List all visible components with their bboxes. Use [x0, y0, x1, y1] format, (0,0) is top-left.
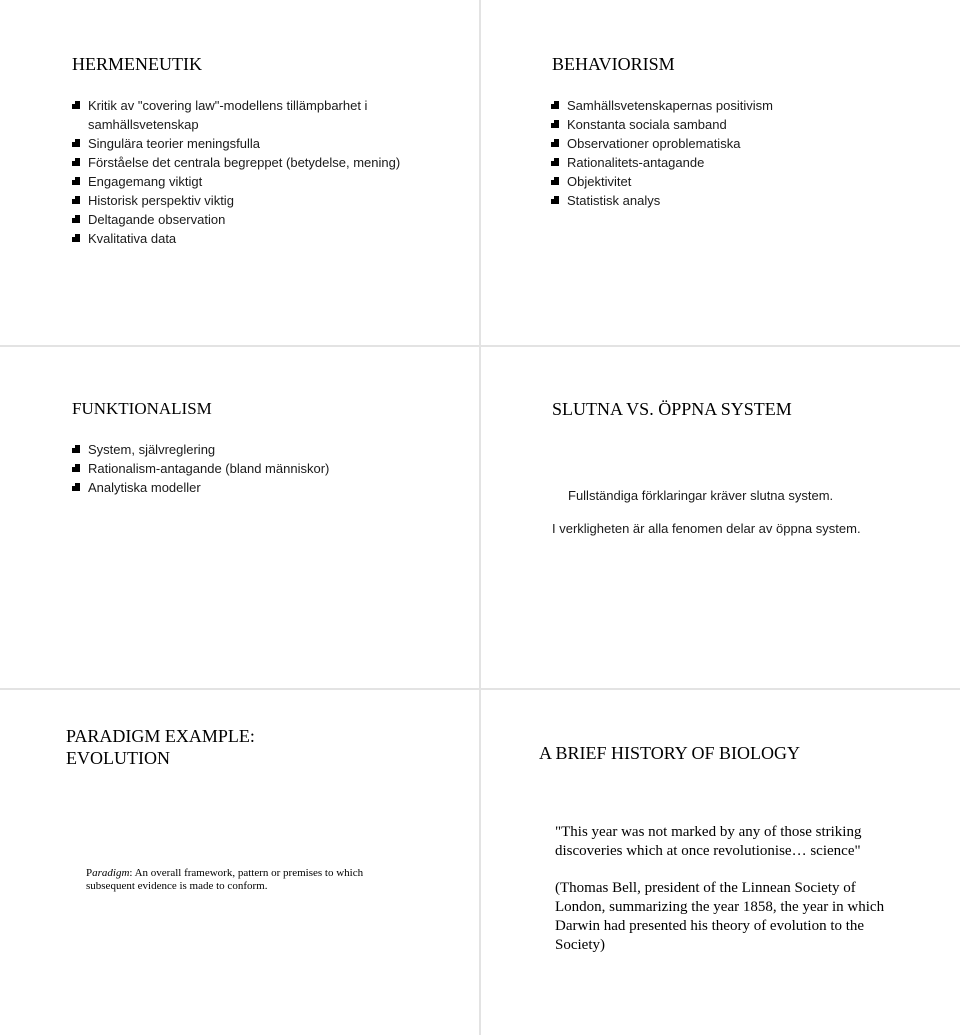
- list-item-text: Historisk perspektiv viktig: [88, 193, 234, 208]
- list-item: [72, 153, 412, 172]
- text-closed-systems: Fullständiga förklaringar kräver slutna system.: [568, 488, 834, 503]
- title-line-1: PARADIGM EXAMPLE:: [66, 726, 255, 746]
- list-item: [72, 191, 412, 210]
- list-item: [72, 172, 412, 191]
- slide-title: FUNKTIONALISM: [72, 399, 212, 418]
- square-bullet-icon: [551, 158, 559, 166]
- list-item-text: Singulära teorier meningsfulla: [88, 136, 260, 151]
- square-bullet-icon: [72, 158, 80, 166]
- definition-term: aradigm: [92, 867, 130, 879]
- square-bullet-icon: [72, 215, 80, 223]
- list-item-text: Objektivitet: [567, 174, 632, 189]
- list-item-text: Analytiska modeller: [88, 480, 201, 495]
- bullet-list: [72, 96, 412, 248]
- list-item-text: Engagemang viktigt: [88, 174, 203, 189]
- slide-title: SLUTNA VS. ÖPPNA SYSTEM: [552, 399, 792, 419]
- quote-text: "This year was not marked by any of those striking discoveries which at once revolutionise… science": [555, 824, 862, 859]
- square-bullet-icon: [72, 234, 80, 242]
- definition-text: : An overall framework, pattern or premises to which subsequent evidence is made to conform.: [86, 867, 364, 892]
- list-item-text: Rationalism-antagande (bland människor): [88, 461, 330, 476]
- list-item: [72, 440, 432, 459]
- list-item-text: Förståelse det centrala begreppet (betydelse, mening): [88, 155, 401, 170]
- list-item-text: System, självreglering: [88, 442, 216, 457]
- square-bullet-icon: [72, 196, 80, 204]
- square-bullet-icon: [551, 139, 559, 147]
- slide-title: A BRIEF HISTORY OF BIOLOGY: [539, 743, 801, 763]
- list-item-text: Konstanta sociala samband: [567, 117, 727, 132]
- square-bullet-icon: [551, 101, 559, 109]
- square-bullet-icon: [551, 196, 559, 204]
- list-item: [72, 96, 412, 134]
- square-bullet-icon: [72, 139, 80, 147]
- bullet-list: [72, 440, 432, 497]
- slide-title: HERMENEUTIK: [72, 54, 202, 74]
- square-bullet-icon: [72, 101, 80, 109]
- slide-paradigm: [0, 690, 479, 1035]
- slide-title: BEHAVIORISM: [552, 54, 675, 74]
- list-item-text: Observationer oproblematiska: [567, 136, 741, 151]
- list-item: [551, 172, 911, 191]
- square-bullet-icon: [551, 120, 559, 128]
- list-item: [551, 191, 911, 210]
- list-item-text: Deltagande observation: [88, 212, 226, 227]
- list-item-text: Kvalitativa data: [88, 231, 177, 246]
- title-line-2: EVOLUTION: [66, 748, 170, 768]
- slide-history-of-biology: [481, 690, 960, 1035]
- list-item: [551, 115, 911, 134]
- list-item: [72, 134, 412, 153]
- list-item: [72, 478, 432, 497]
- list-item: [72, 210, 412, 229]
- definition-prefix: P: [86, 867, 93, 879]
- slide-funktionalism: [0, 347, 479, 688]
- list-item-text: Rationalitets-antagande: [567, 155, 705, 170]
- list-item: [551, 153, 911, 172]
- list-item: [551, 96, 911, 115]
- list-item-text: Statistisk analys: [567, 193, 661, 208]
- list-item: [551, 134, 911, 153]
- slide-title: [66, 725, 255, 769]
- square-bullet-icon: [72, 483, 80, 491]
- square-bullet-icon: [72, 464, 80, 472]
- slide-slutna-oppna: [481, 347, 960, 688]
- paradigm-definition: [86, 867, 386, 893]
- bullet-list: [551, 96, 911, 210]
- list-item: [72, 229, 412, 248]
- square-bullet-icon: [551, 177, 559, 185]
- list-item: [72, 459, 432, 478]
- slide-behaviorism: [481, 0, 960, 345]
- square-bullet-icon: [72, 177, 80, 185]
- quote-attribution: (Thomas Bell, president of the Linnean Society of London, summarizing the year 1858, the year in which Darwin had presented his theory of evolution to the Society): [555, 880, 885, 953]
- slide-hermeneutik: [0, 0, 479, 345]
- list-item-text: Kritik av "covering law"-modellens tillämpbarhet i samhällsvetenskap: [88, 98, 368, 132]
- text-open-systems: I verkligheten är alla fenomen delar av öppna system.: [552, 521, 861, 536]
- square-bullet-icon: [72, 445, 80, 453]
- list-item-text: Samhällsvetenskapernas positivism: [567, 98, 773, 113]
